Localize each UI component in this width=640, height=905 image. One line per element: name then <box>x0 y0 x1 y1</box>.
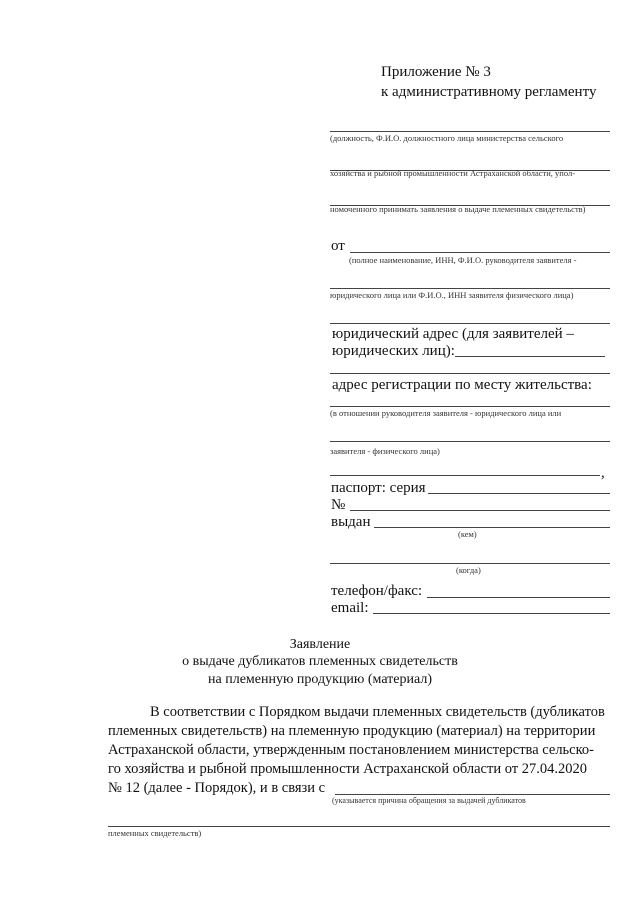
passport-number-line <box>350 510 610 511</box>
reg-address-line-3 <box>330 475 600 476</box>
issued-date-hint: (когда) <box>456 565 481 575</box>
issued-by-hint: (кем) <box>458 529 477 539</box>
email-label: email: <box>331 600 369 616</box>
passport-series-label: паспорт: серия <box>331 480 426 496</box>
issued-date-line <box>330 563 610 564</box>
phone-line <box>427 597 610 598</box>
body-line-4: го хозяйства и рыбной промышленности Астраханской области от 27.04.2020 <box>108 761 587 777</box>
email-line <box>373 613 610 614</box>
from-label: от <box>331 238 345 254</box>
reg-address-hint-1: (в отношении руководителя заявителя - юридического лица или <box>330 408 562 418</box>
body-line-1: В соответствии с Порядком выдачи племенных свидетельств (дубликатов <box>150 704 605 720</box>
reg-address-label: адрес регистрации по месту жительства: <box>332 377 592 393</box>
from-hint-2: юридического лица или Ф.И.О., ИНН заявителя физического лица) <box>330 290 574 300</box>
from-hint-1: (полное наименование, ИНН, Ф.И.О. руководителя заявителя - <box>349 255 577 265</box>
statement-title: Заявление <box>289 637 351 652</box>
body-line-3: Астраханской области, утвержденным постановлением министерства сельско- <box>108 742 594 758</box>
reason-hint-wrap <box>332 796 610 805</box>
legal-address-line-2 <box>330 373 610 374</box>
body-line-2: племенных свидетельств) на племенную продукцию (материал) на территории <box>108 723 596 739</box>
passport-number-label: № <box>331 497 346 513</box>
reg-address-line-1 <box>330 406 610 407</box>
from-line-2 <box>330 288 610 289</box>
phone-label: телефон/факс: <box>331 583 423 599</box>
reason-line-2 <box>108 826 610 827</box>
issued-label: выдан <box>331 514 371 530</box>
statement-subtitle-1: о выдаче дубликатов племенных свидетельств <box>182 654 458 669</box>
reg-address-hint-2: заявителя - физического лица) <box>330 446 440 456</box>
passport-series-line <box>428 493 610 494</box>
reg-address-line-2 <box>330 441 610 442</box>
body-line-5: № 12 (далее - Порядок), и в связи с <box>108 780 326 796</box>
appendix-title: Приложение № 3 <box>381 64 491 80</box>
addressee-line-1 <box>330 131 610 132</box>
legal-address-top-line <box>330 323 610 324</box>
reg-address-comma: , <box>601 465 605 481</box>
appendix-subtitle: к административному регламенту <box>381 84 597 100</box>
reason-hint: (указывается причина обращения за выдачей дубликатов <box>332 796 526 805</box>
addressee-hint-2: хозяйства и рыбной промышленности Астраханской области, упол- <box>330 168 576 178</box>
reason-hint-2: племенных свидетельств) <box>108 828 202 838</box>
addressee-hint-1: (должность, Ф.И.О. должностного лица министерства сельского <box>330 133 564 143</box>
issued-line <box>374 527 610 528</box>
legal-address-label-1: юридический адрес (для заявителей – <box>332 326 574 342</box>
legal-address-line <box>455 356 605 357</box>
legal-address-label-2: юридических лиц): <box>332 343 455 359</box>
from-line <box>350 252 610 253</box>
body-line-2-wrap <box>108 723 610 740</box>
reason-line <box>335 794 610 795</box>
addressee-hint-3: номоченного принимать заявления о выдаче племенных свидетельств) <box>330 204 586 214</box>
statement-subtitle-2: на племенную продукцию (материал) <box>208 672 432 687</box>
